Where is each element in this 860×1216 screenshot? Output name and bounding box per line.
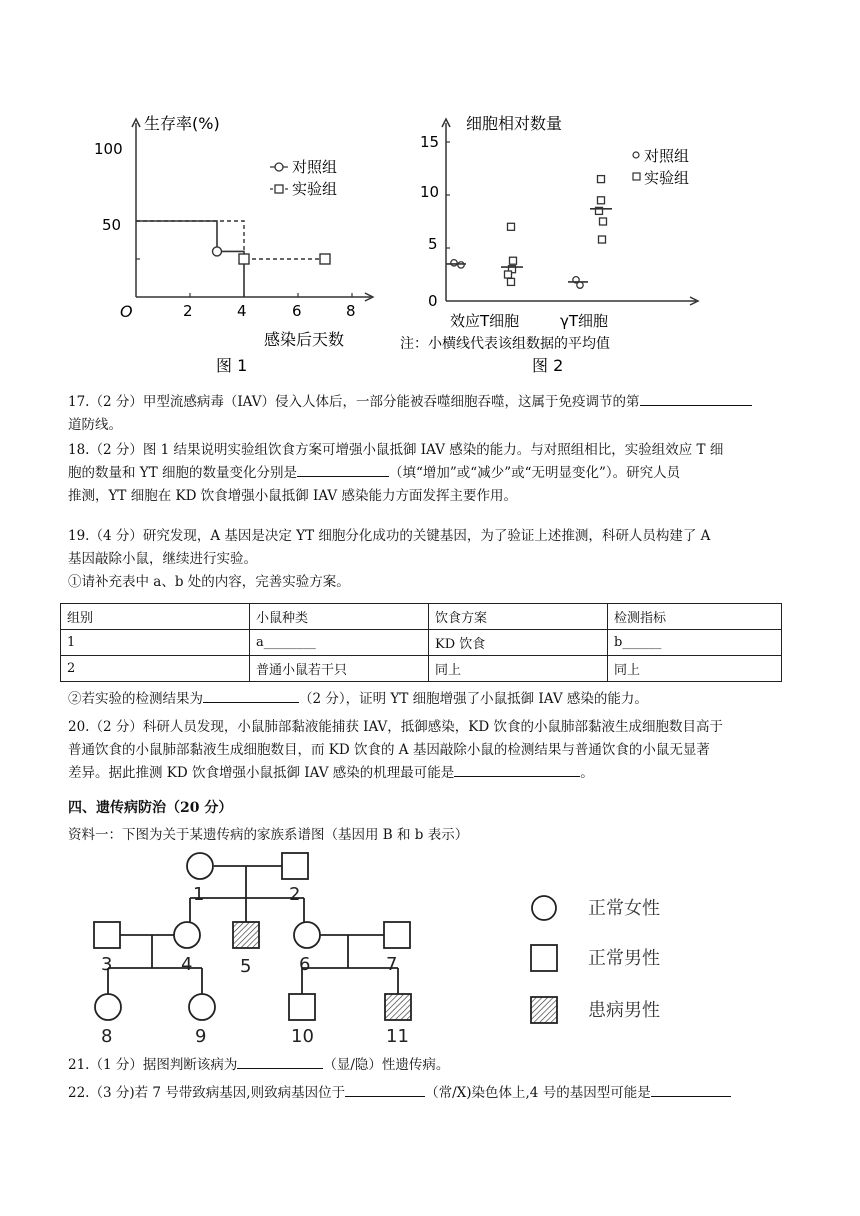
fig2-legend-experiment: 实验组 — [644, 169, 690, 187]
table-cell-blank-a[interactable]: a________ — [250, 630, 429, 656]
q20-answer-blank[interactable] — [454, 762, 580, 777]
fig1-xtick-8: 8 — [346, 302, 356, 320]
q22-text-mid: （常/X)染色体上,4 号的基因型可能是 — [425, 1085, 651, 1101]
legend-affected-male: 患病男性 — [588, 1000, 660, 1021]
fig2-experiment-point — [505, 271, 512, 278]
pedigree-individual-8 — [95, 994, 121, 1020]
pedigree-label-7: 7 — [386, 954, 398, 975]
q17-answer-blank[interactable] — [640, 391, 752, 406]
q19-answer-blank[interactable] — [203, 688, 299, 703]
pedigree-label-6: 6 — [299, 954, 311, 975]
q22-answer-blank-1[interactable] — [345, 1082, 425, 1097]
fig1-control-point — [213, 247, 222, 256]
pedigree-individual-4 — [174, 922, 200, 948]
experiment-table — [60, 603, 782, 682]
fig1-legend-circle-marker — [275, 163, 283, 171]
material-1-text: 资料一：下图为关于某遗传病的家族系谱图（基因用 B 和 b 表示） — [68, 827, 469, 843]
fig2-experiment-point — [598, 176, 605, 183]
question-19 — [68, 525, 792, 594]
pedigree-individual-10 — [289, 994, 315, 1020]
q19-line3: ①请补充表中 a、b 处的内容，完善实验方案。 — [68, 574, 350, 590]
question-19-part2 — [68, 688, 792, 711]
pedigree-label-1: 1 — [193, 884, 205, 905]
fig2-ytick-15: 15 — [420, 133, 440, 151]
question-17 — [68, 391, 792, 437]
fig2-ylabel: 细胞相对数量 — [466, 114, 563, 133]
q19-line1: 19.（4 分）研究发现，A 基因是决定 YT 细胞分化成功的关键基因，为了验证上述推测，科研人员构建了 A — [68, 528, 711, 544]
legend-male-symbol — [531, 945, 557, 971]
fig1-xtick-2: 2 — [183, 302, 193, 320]
fig2-control-point — [577, 282, 583, 288]
fig1-xtick-4: 4 — [237, 302, 247, 320]
fig2-legend-control: 对照组 — [644, 147, 690, 165]
pedigree-label-11: 11 — [386, 1026, 409, 1047]
fig1-series-experiment-line — [136, 221, 325, 259]
fig2-control-point — [451, 260, 457, 266]
legend-female-symbol — [532, 896, 556, 920]
q21-text: 21.（1 分）据图判断该病为 — [68, 1057, 238, 1073]
q17-text: 17.（2 分）甲型流感病毒（IAV）侵入人体后，一部分能被吞噬细胞吞噬，这属于免疫调节的第 — [68, 394, 640, 410]
table-row — [61, 656, 782, 682]
fig2-note: 注：小横线代表该组数据的平均值 — [400, 336, 610, 352]
pedigree-label-5: 5 — [240, 956, 252, 977]
section-heading: 四、遗传病防治（20 分） — [68, 800, 233, 816]
fig2-experiment-point — [599, 236, 606, 243]
fig2-experiment-point — [510, 257, 517, 264]
pedigree-individual-7 — [384, 922, 410, 948]
q21-answer-blank[interactable] — [237, 1054, 323, 1069]
q19-line2: 基因敲除小鼠，继续进行实验。 — [68, 551, 257, 567]
table-cell: 同上 — [429, 656, 608, 682]
table-cell: 普通小鼠若干只 — [250, 656, 429, 682]
table-row — [61, 630, 782, 656]
table-header-cell: 组别 — [61, 604, 250, 630]
fig2-ytick-5: 5 — [428, 235, 438, 253]
table-header-cell: 饮食方案 — [429, 604, 608, 630]
table-header-cell: 小鼠种类 — [250, 604, 429, 630]
fig2-category-gamma-t: γT细胞 — [560, 312, 609, 330]
q18-line2a: 胞的数量和 YT 细胞的数量变化分别是 — [68, 465, 297, 481]
table-cell-blank-b[interactable]: b______ — [608, 630, 782, 656]
fig1-experiment-point — [320, 254, 330, 264]
q22-text: 22.（3 分)若 7 号带致病基因,则致病基因位于 — [68, 1085, 346, 1101]
legend-affected-male-symbol — [531, 997, 557, 1023]
fig2-ytick-10: 10 — [420, 183, 440, 201]
question-21 — [68, 1054, 792, 1077]
pedigree-label-2: 2 — [289, 884, 301, 905]
pedigree-individual-9 — [189, 994, 215, 1020]
table-cell: KD 饮食 — [429, 630, 608, 656]
question-18 — [68, 439, 792, 508]
fig1-experiment-point — [239, 254, 249, 264]
fig2-experiment-point — [508, 223, 515, 230]
fig1-legend-control: 对照组 — [292, 158, 338, 176]
fig1-legend-experiment: 实验组 — [292, 180, 338, 198]
fig2-control-point — [458, 262, 464, 268]
pedigree-individual-6 — [294, 922, 320, 948]
table-header-row — [61, 604, 782, 630]
q18-line1: 18.（2 分）图 1 结果说明实验组饮食方案可增强小鼠抵御 IAV 感染的能力。与对照组相比，实验组效应 T 细 — [68, 442, 724, 458]
q20-line2: 普通饮食的小鼠肺部黏液生成细胞数目，而 KD 饮食的 A 基因敲除小鼠的检测结果与普通饮食的小鼠无显著 — [68, 742, 710, 758]
fig2-experiment-point — [600, 218, 607, 225]
fig1-ytick-100: 100 — [94, 140, 123, 158]
fig1-xlabel: 感染后天数 — [264, 330, 345, 349]
material-1 — [68, 824, 792, 847]
table-cell: 2 — [61, 656, 250, 682]
table-cell: 同上 — [608, 656, 782, 682]
pedigree-chart — [80, 848, 780, 1048]
pedigree-individual-3 — [94, 922, 120, 948]
fig2-legend-circle-marker — [633, 152, 639, 158]
fig1-legend-square-marker — [275, 185, 283, 193]
pedigree-label-8: 8 — [101, 1026, 113, 1047]
pedigree-label-10: 10 — [291, 1026, 314, 1047]
pedigree-individual-1 — [187, 853, 213, 879]
q20-line3: 差异。据此推测 KD 饮食增强小鼠抵御 IAV 感染的机理最可能是 — [68, 765, 455, 781]
q22-answer-blank-2[interactable] — [651, 1082, 731, 1097]
q17-text-end: 道防线。 — [68, 417, 122, 433]
q19-part2-text: ②若实验的检测结果为 — [68, 691, 203, 707]
table-header-cell: 检测指标 — [608, 604, 782, 630]
figure-2-cell-count-chart — [400, 105, 710, 385]
q18-answer-blank[interactable] — [297, 462, 389, 477]
figure-1-survival-chart — [80, 105, 390, 385]
q18-line2b: （填“增加”或“减少”或“无明显变化”）。研究人员 — [389, 465, 681, 481]
question-20 — [68, 716, 792, 785]
fig2-experiment-point — [598, 197, 605, 204]
fig2-category-effector-t: 效应T细胞 — [450, 312, 520, 330]
question-22 — [68, 1082, 792, 1105]
pedigree-individual-2 — [282, 853, 308, 879]
fig1-caption: 图 1 — [216, 356, 248, 375]
fig2-caption: 图 2 — [532, 356, 564, 375]
fig1-ytick-50: 50 — [102, 216, 122, 234]
q18-line3: 推测，YT 细胞在 KD 饮食增强小鼠抵御 IAV 感染能力方面发挥主要作用。 — [68, 488, 517, 504]
fig2-experiment-point — [508, 278, 515, 285]
fig1-xtick-6: 6 — [292, 302, 302, 320]
table-cell: 1 — [61, 630, 250, 656]
pedigree-individual-11-affected — [385, 994, 411, 1020]
fig2-ytick-0: 0 — [428, 292, 438, 310]
fig1-ylabel: 生存率(%) — [144, 114, 220, 133]
fig1-series-control-line — [136, 221, 244, 297]
pedigree-individual-5-affected — [233, 922, 259, 948]
q20-line3-end: 。 — [580, 765, 594, 781]
q19-part2-text-end: （2 分），证明 YT 细胞增强了小鼠抵御 IAV 感染的能力。 — [299, 691, 648, 707]
pedigree-label-9: 9 — [195, 1026, 207, 1047]
legend-normal-female: 正常女性 — [588, 898, 660, 919]
fig2-legend-square-marker — [633, 173, 640, 180]
pedigree-label-3: 3 — [101, 954, 113, 975]
pedigree-label-4: 4 — [181, 954, 193, 975]
q21-text-end: （显/隐）性遗传病。 — [323, 1057, 450, 1073]
fig1-origin: O — [120, 302, 133, 321]
q20-line1: 20.（2 分）科研人员发现，小鼠肺部黏液能捕获 IAV，抵御感染，KD 饮食的小鼠肺部黏液生成细胞数目高于 — [68, 719, 723, 735]
legend-normal-male: 正常男性 — [588, 948, 660, 969]
